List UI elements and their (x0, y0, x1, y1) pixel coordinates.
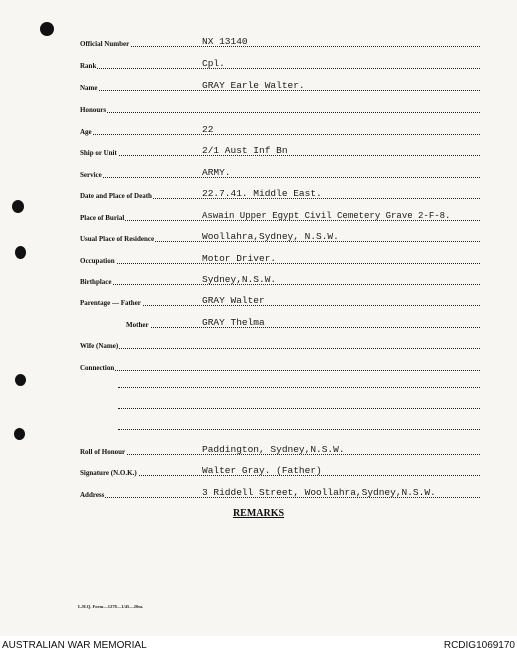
field-label: Ship or Unit (80, 149, 117, 157)
field-date-place-death (80, 186, 480, 200)
connection-line (118, 408, 480, 409)
remarks-heading: REMARKS (232, 508, 285, 519)
field-value: GRAY Earle Walter. (202, 80, 305, 91)
field-label: Age (80, 128, 92, 136)
field-age (80, 122, 480, 136)
field-value: Motor Driver. (202, 253, 277, 264)
punch-hole (12, 200, 24, 213)
field-occupation (80, 251, 480, 265)
field-mother (80, 315, 480, 329)
field-value: 3 Riddell Street, Woollahra,Sydney,N.S.W. (202, 487, 436, 498)
connection-line (118, 429, 480, 430)
field-official-number (80, 34, 480, 48)
field-value: 22.7.41. Middle East. (202, 188, 322, 199)
field-value: Aswain Upper Egypt Civil Cemetery Grave 2-F-8. (202, 211, 451, 221)
field-usual-residence (80, 229, 480, 243)
punch-hole (15, 374, 26, 386)
field-label: Rank (80, 62, 97, 70)
field-value: Sydney,N.S.W. (202, 274, 277, 285)
field-label: Usual Place of Residence (80, 235, 155, 243)
connection-line (118, 387, 480, 388)
field-place-of-burial (80, 208, 480, 222)
field-rank (80, 56, 480, 70)
field-address (80, 485, 480, 499)
punch-hole (15, 246, 26, 259)
field-label: Wife (Name) (80, 342, 119, 350)
field-birthplace (80, 272, 480, 286)
field-label: Date and Place of Death (80, 192, 152, 200)
field-wife-name (80, 336, 480, 350)
field-roll-of-honour (80, 442, 480, 456)
field-label: Parentage — Father (80, 299, 141, 307)
field-label: Birthplace (80, 278, 112, 286)
field-label: Service (80, 171, 102, 179)
field-parentage-father (80, 293, 480, 307)
punch-hole (40, 22, 54, 36)
field-value: Cpl. (202, 58, 225, 69)
field-value: 2/1 Aust Inf Bn (202, 145, 288, 156)
field-value: ARMY. (202, 167, 231, 178)
field-label: Roll of Honour (80, 448, 126, 456)
field-label: Place of Burial (80, 214, 125, 222)
field-service (80, 165, 480, 179)
footer-institution: AUSTRALIAN WAR MEMORIAL (2, 640, 147, 651)
punch-hole (14, 428, 25, 440)
field-honours (80, 100, 480, 114)
field-label: Occupation (80, 257, 115, 265)
field-value: Woollahra,Sydney, N.S.W. (202, 231, 339, 242)
footer-record-id: RCDIG1069170 (443, 640, 515, 651)
field-signature-nok (80, 463, 480, 477)
field-value: 22 (202, 124, 214, 135)
field-ship-or-unit (80, 143, 480, 157)
field-label: Signature (N.O.K.) (80, 469, 137, 477)
field-value: Walter Gray. (Father) (202, 465, 322, 476)
field-label: Address (80, 491, 105, 499)
field-label: Connection (80, 364, 115, 372)
archive-footer (0, 636, 517, 654)
field-name (80, 78, 480, 92)
field-value: Paddington, Sydney,N.S.W. (202, 444, 345, 455)
field-label: Official Number (80, 40, 130, 48)
field-label: Mother (126, 321, 149, 329)
field-value: GRAY Thelma (202, 317, 265, 328)
field-label: Honours (80, 106, 107, 114)
field-value: NX 13140 (202, 36, 248, 47)
field-value: GRAY Walter (202, 295, 265, 306)
field-label: Name (80, 84, 98, 92)
field-connection (80, 358, 480, 372)
form-footnote: L.H.Q. Form—1278—1/45—20m. (78, 604, 144, 609)
